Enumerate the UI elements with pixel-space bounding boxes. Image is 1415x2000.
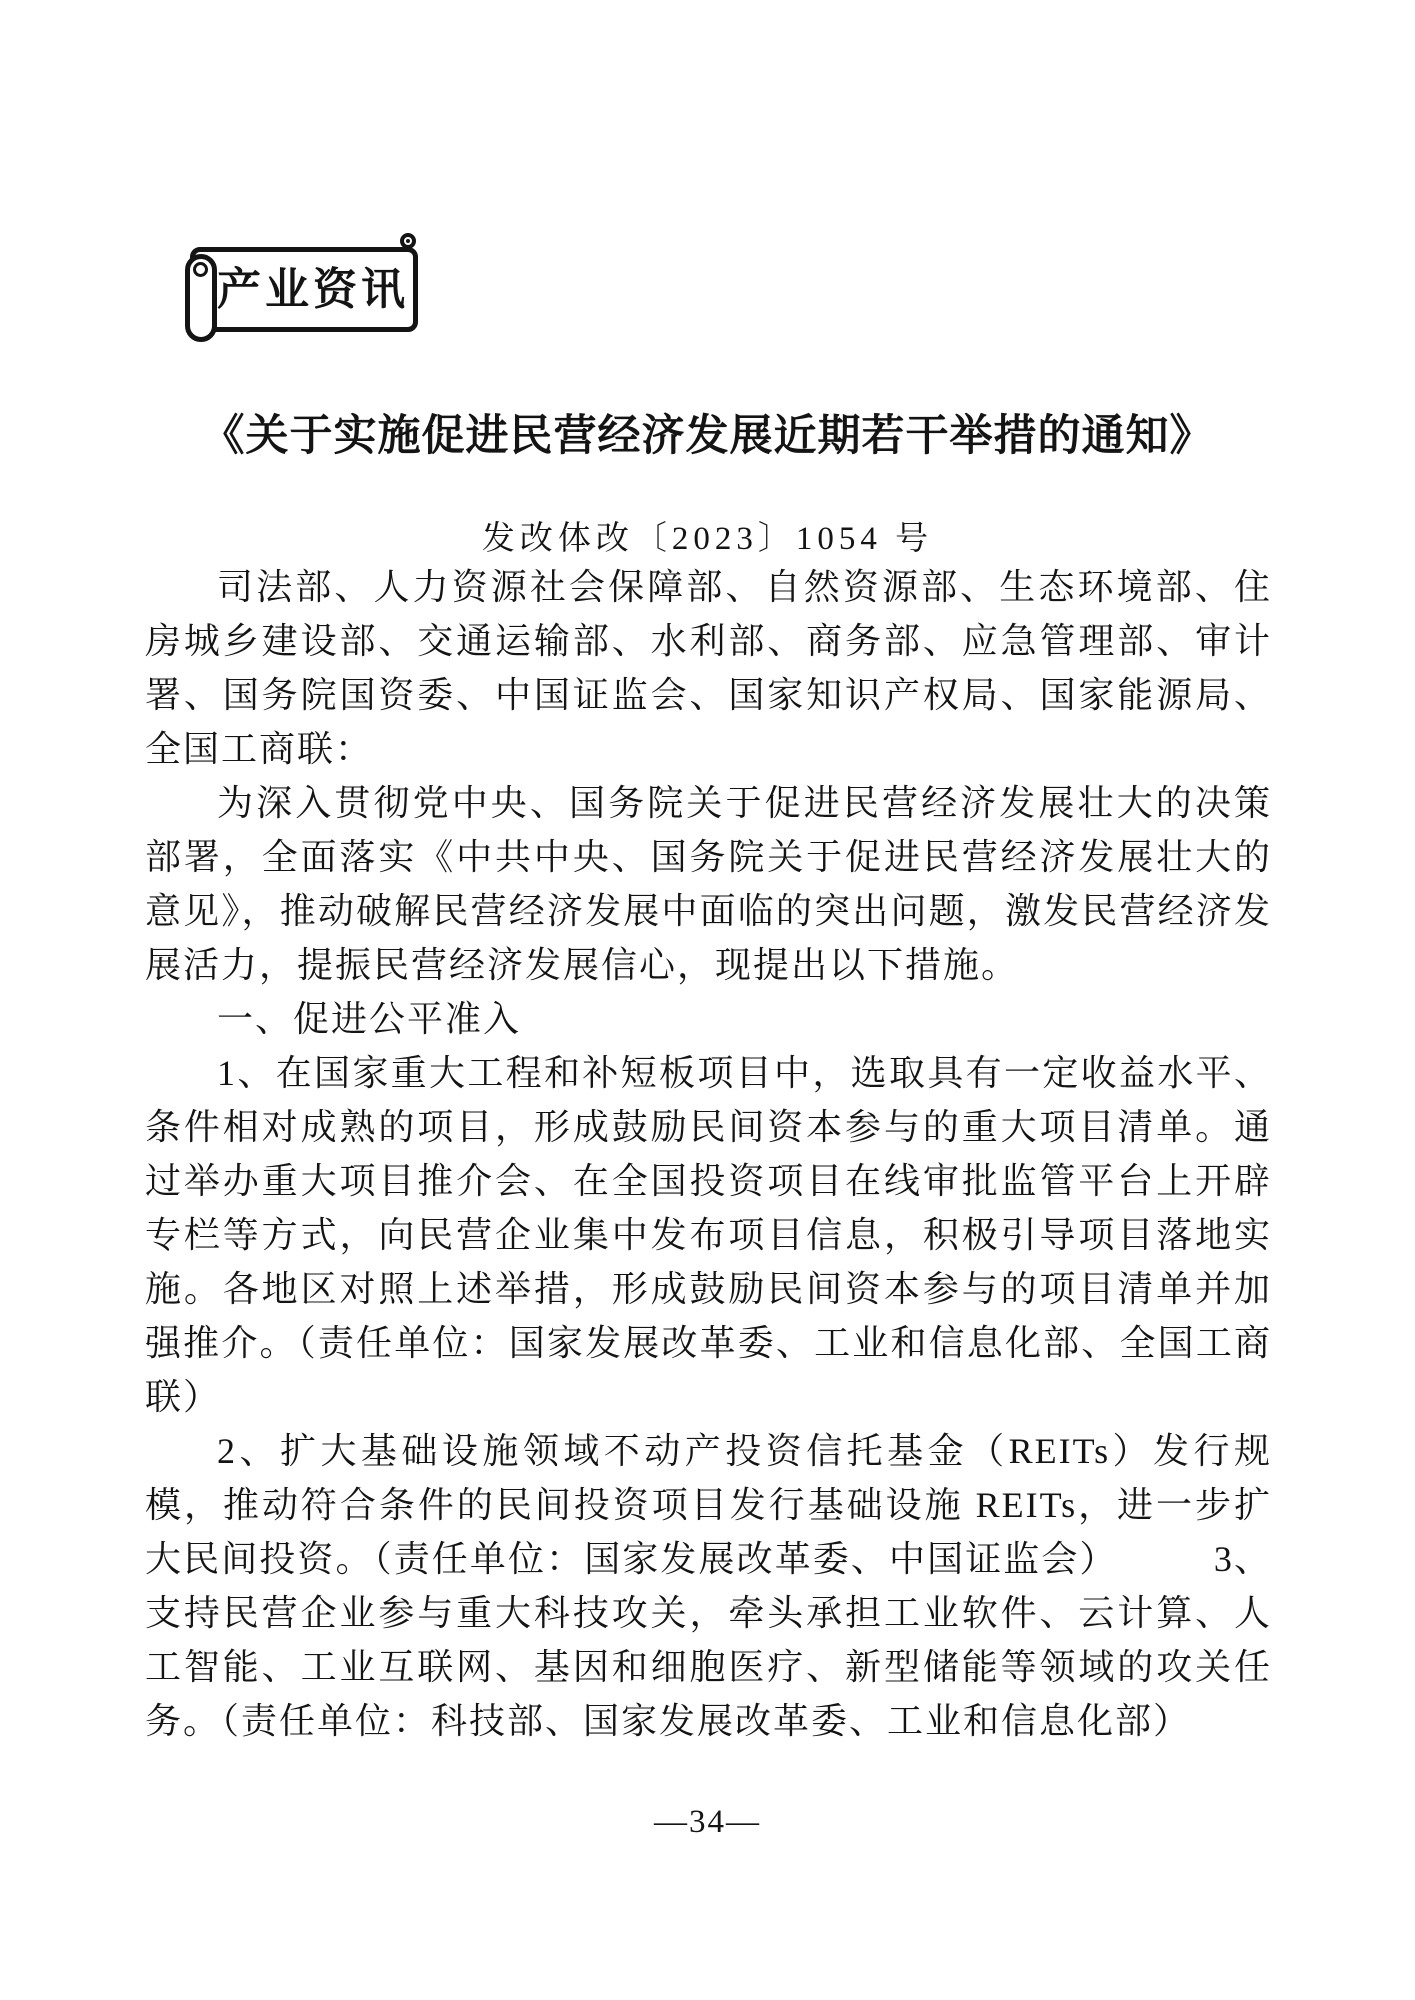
industry-news-badge [190,247,418,332]
body-paragraph: 为深入贯彻党中央、国务院关于促进民营经济发展壮大的决策部署，全面落实《中共中央、国务院关于促进民营经济发展壮大的意见》，推动破解民营经济发展中面临的突出问题，激发民营经济发展活力，提振民营经济发展信心，现提出以下措施。 [145,783,1272,985]
page-number: —34— [654,1804,761,1840]
body-paragraph: 司法部、人力资源社会保障部、自然资源部、生态环境部、住房城乡建设部、交通运输部、水利部、商务部、应急管理部、审计署、国务院国资委、中国证监会、国家知识产权局、国家能源局、全国工商联： [145,567,1272,769]
document-title: 《关于实施促进民营经济发展近期若干举措的通知》 [201,413,1214,460]
document-body [145,560,1272,1748]
scroll-curl-icon [400,233,416,249]
badge-label: 产业资讯 [217,264,409,314]
scroll-rod-icon [185,254,217,342]
body-paragraph: 2、扩大基础设施领域不动产投资信托基金（REITs）发行规模，推动符合条件的民间投资项目发行基础设施 REITs，进一步扩大民间投资。（责任单位：国家发展改革委、中国证监会） 3、支持民营企业参与重大科技攻关，牵头承担工业软件、云计算、人工智能、工业互联网、基因和细胞医疗、新型储能等领域的攻关任务。（责任单位：科技部、国家发展改革委、工业和信息化部） [145,1431,1272,1741]
body-paragraph: 一、促进公平准入 [217,999,522,1039]
body-paragraph: 1、在国家重大工程和补短板项目中，选取具有一定收益水平、条件相对成熟的项目，形成鼓励民间资本参与的重大项目清单。通过举办重大项目推介会、在全国投资项目在线审批监管平台上开辟专栏等方式，向民营企业集中发布项目信息，积极引导项目落地实施。各地区对照上述举措，形成鼓励民间资本参与的项目清单并加强推介。（责任单位：国家发展改革委、工业和信息化部、全国工商联） [145,1053,1272,1417]
document-number: 发改体改〔2023〕1054 号 [481,521,934,557]
